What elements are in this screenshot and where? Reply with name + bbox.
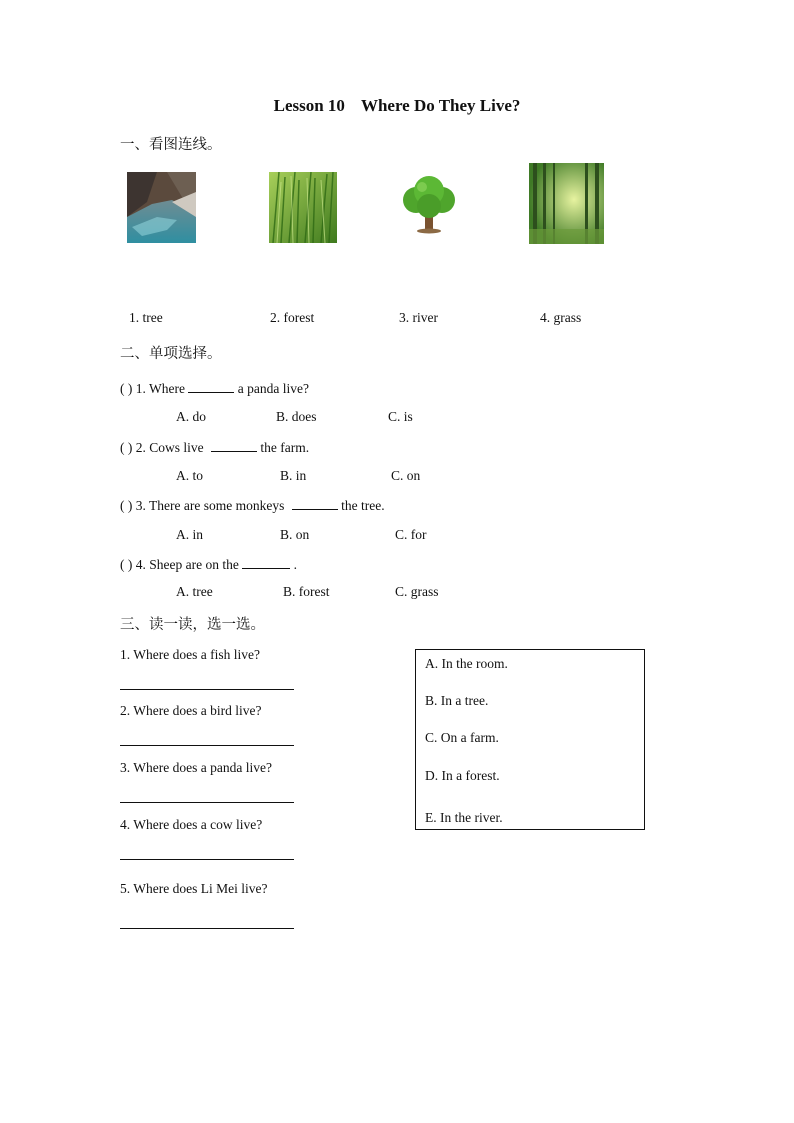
answer-line-4[interactable] [120, 859, 294, 860]
river-photo [127, 172, 196, 243]
question-row [120, 439, 309, 456]
question-row [120, 380, 309, 397]
question-stem: 1. Where [135, 381, 185, 396]
option-c: C. on [391, 468, 421, 483]
answer-parenthesis[interactable]: ( ) [120, 557, 133, 572]
question-stem: 4. Sheep are on the [135, 557, 239, 572]
answer-parenthesis[interactable]: ( ) [120, 440, 133, 455]
section3-heading: 三、读一读，选一选。 [120, 617, 265, 633]
read-question-3: 3. Where does a panda live? [120, 760, 272, 775]
option-b: B. in [280, 468, 307, 483]
answer-line-1[interactable] [120, 689, 294, 690]
answer-parenthesis[interactable]: ( ) [120, 498, 133, 513]
section2-heading: 二、单项选择。 [120, 346, 222, 362]
answer-line-5[interactable] [120, 928, 294, 929]
choice-c: C. On a farm. [425, 730, 499, 745]
tree-icon [396, 176, 462, 234]
match-word-3: 3. river [399, 310, 438, 325]
match-word-4: 4. grass [540, 310, 582, 325]
answer-line-3[interactable] [120, 802, 294, 803]
option-c: C. grass [395, 584, 439, 599]
option-a: A. in [176, 527, 203, 542]
option-a: A. tree [176, 584, 213, 599]
read-question-1: 1. Where does a fish live? [120, 647, 260, 662]
option-a: A. do [176, 409, 206, 424]
choice-e: E. In the river. [425, 810, 503, 825]
option-b: B. does [276, 409, 317, 424]
page-title [0, 96, 794, 116]
question-stem-end: a panda live? [237, 381, 309, 396]
choice-d: D. In a forest. [425, 768, 500, 783]
question-stem: 2. Cows live [135, 440, 204, 455]
question-row [120, 497, 385, 514]
option-a: A. to [176, 468, 203, 483]
choice-a: A. In the room. [425, 656, 508, 671]
option-c: C. is [388, 409, 413, 424]
match-word-1: 1. tree [129, 310, 163, 325]
forest-photo [529, 163, 604, 244]
match-word-2: 2. forest [270, 310, 315, 325]
question-stem-end: . [293, 557, 297, 572]
option-b: B. forest [283, 584, 330, 599]
choice-b: B. In a tree. [425, 693, 489, 708]
option-b: B. on [280, 527, 310, 542]
section1-heading: 一、看图连线。 [120, 137, 222, 153]
lesson-number: Lesson 10 [273, 96, 345, 115]
question-stem-end: the farm. [260, 440, 310, 455]
question-stem: 3. There are some monkeys [135, 498, 285, 513]
lesson-name: Where Do They Live? [360, 96, 521, 115]
fill-blank[interactable] [188, 380, 234, 393]
read-question-2: 2. Where does a bird live? [120, 703, 262, 718]
question-stem-end: the tree. [341, 498, 385, 513]
answer-line-2[interactable] [120, 745, 294, 746]
read-question-5: 5. Where does Li Mei live? [120, 881, 268, 896]
fill-blank[interactable] [242, 556, 290, 569]
option-c: C. for [395, 527, 427, 542]
fill-blank[interactable] [211, 439, 257, 452]
read-question-4: 4. Where does a cow live? [120, 817, 263, 832]
fill-blank[interactable] [292, 497, 338, 510]
answer-parenthesis[interactable]: ( ) [120, 381, 133, 396]
question-row [120, 556, 297, 573]
grass-photo [269, 172, 337, 243]
